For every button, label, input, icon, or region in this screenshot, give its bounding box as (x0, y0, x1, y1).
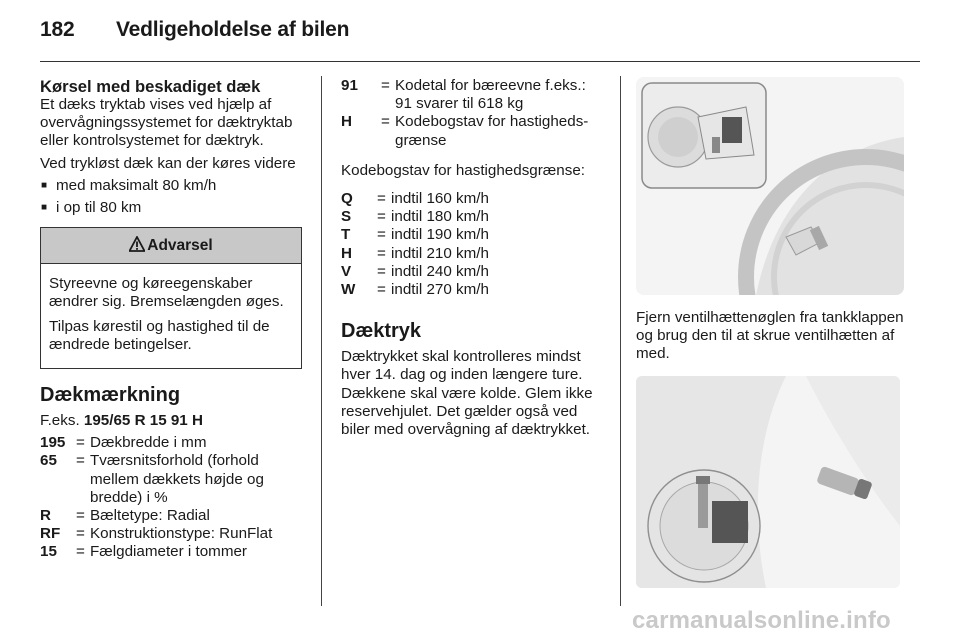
page-title: Vedligeholdelse af bilen (116, 18, 350, 41)
definition-row (341, 77, 606, 113)
warning-body (41, 264, 301, 368)
speed-code-intro: Kodebogstav for hastighedsgrænse: (341, 161, 586, 179)
speed-row (341, 281, 606, 299)
definition-equals: = (76, 434, 85, 452)
warning-text-1: Styreevne og køreegenskaber ændrer sig. Bremselængden øges. (49, 275, 284, 311)
warning-text-2: Tilpas kørestil og hastighed til de ændrede betingelser. (49, 317, 270, 353)
speed-key: H (341, 244, 352, 262)
definition-text: Dækbredde i mm (90, 434, 207, 452)
bullet-item: ■ med maksimalt 80 km/h (40, 177, 308, 195)
speed-key: W (341, 281, 356, 299)
definition-key: 91 (341, 77, 358, 94)
warning-triangle-icon (129, 236, 145, 252)
definition-equals: = (76, 452, 85, 470)
speed-row (341, 245, 606, 263)
definition-row (341, 113, 606, 149)
speed-row (341, 190, 606, 208)
definition-text: Bæltetype: Radial (90, 507, 210, 525)
definition-key: R (40, 507, 51, 525)
bullet-item: ■ i op til 80 km (40, 199, 308, 217)
speed-text: indtil 210 km/h (391, 244, 489, 262)
speed-text: indtil 160 km/h (391, 190, 489, 208)
header-rule (40, 61, 920, 62)
speed-equals: = (377, 281, 386, 299)
section-title-tyre-marking: Dækmærkning (40, 384, 181, 407)
definition-row (40, 507, 308, 525)
paragraph-pressure-loss: Et dæks tryktab vises ved hjælp af overvågningssystemet for dæktryktab eller kontrolsystemet for dæktryk. (40, 96, 293, 150)
speed-equals: = (377, 262, 386, 280)
speed-key: T (341, 226, 351, 244)
speed-text: indtil 240 km/h (391, 262, 489, 280)
section-title-tyre-pressure: Dæktryk (341, 320, 422, 343)
speed-key: V (341, 262, 352, 280)
definition-key: 65 (40, 452, 57, 470)
illustration-fuel-flap-key (636, 376, 900, 588)
column-divider-right (620, 76, 621, 606)
definition-key: 15 (40, 543, 57, 561)
speed-key: Q (341, 190, 353, 208)
speed-row (341, 226, 606, 244)
example-prefix: F.eks. (40, 412, 84, 430)
speed-row (341, 263, 606, 281)
definition-equals: = (76, 543, 85, 561)
speed-equals: = (377, 190, 386, 208)
definition-row (40, 525, 308, 543)
definition-text: Kodetal for bæreevne f.eks.: 91 svarer til 618 kg (395, 77, 586, 113)
definition-key: RF (40, 525, 61, 543)
definition-row (40, 434, 308, 452)
warning-header (41, 228, 301, 264)
speed-code-list (341, 190, 606, 299)
paragraph-tyre-pressure: Dæktrykket skal kontrolleres mindst hver 14. dag og inden længere ture. Dækkene skal være kolde. Glem ikke reservehjulet. Det gælder også ved biler med overvågning af dæktrykket. (341, 348, 593, 439)
definition-equals: = (381, 113, 390, 131)
speed-key: S (341, 208, 352, 226)
section-title-damaged-tyre: Kørsel med beskadiget dæk (40, 77, 261, 96)
definition-row (40, 452, 308, 507)
tyre-valve-illustration (636, 77, 904, 295)
tyre-code-definitions (40, 434, 308, 561)
fuel-flap-illustration (636, 376, 900, 588)
speed-text: indtil 270 km/h (391, 281, 489, 299)
column-3 (636, 77, 906, 588)
definition-text: Tværsnitsforhold (forhold mellem dækkets højde og bredde) i % (90, 452, 264, 506)
speed-equals: = (377, 226, 386, 244)
column-1 (40, 77, 308, 562)
example-code: 195/65 R 15 91 H (83, 412, 203, 430)
definition-key: H (341, 113, 352, 131)
watermark: carmanualsonline.info (632, 607, 891, 634)
paragraph-continue-driving: Ved trykløst dæk kan der køres videre (40, 154, 296, 172)
definition-row (40, 543, 308, 561)
definition-text: Fælgdiameter i tommer (90, 543, 247, 561)
illustration-caption: Fjern ventilhættenøglen fra tankklappen og brug den til at skrue ventilhætten af med. (636, 309, 904, 363)
illustration-tyre-valve-with-inset (636, 77, 904, 295)
speed-row (341, 208, 606, 226)
page-number: 182 (40, 18, 75, 41)
tyre-code-definitions-continued (341, 77, 606, 150)
column-divider-left (321, 76, 322, 606)
definition-equals: = (76, 525, 85, 543)
example-line (40, 412, 308, 430)
speed-equals: = (377, 244, 386, 262)
definition-text: Konstruktionstype: RunFlat (90, 525, 273, 543)
speed-text: indtil 180 km/h (391, 208, 489, 226)
definition-equals: = (76, 507, 85, 525)
warning-title: Advarsel (147, 237, 213, 255)
speed-equals: = (377, 208, 386, 226)
definition-key: 195 (40, 434, 66, 452)
speed-text: indtil 190 km/h (391, 226, 489, 244)
definition-text: Kodebogstav for hastighedsgrænse (395, 113, 589, 149)
page-header (40, 18, 349, 42)
column-2 (341, 77, 606, 443)
definition-equals: = (381, 77, 390, 94)
warning-box (40, 227, 302, 369)
